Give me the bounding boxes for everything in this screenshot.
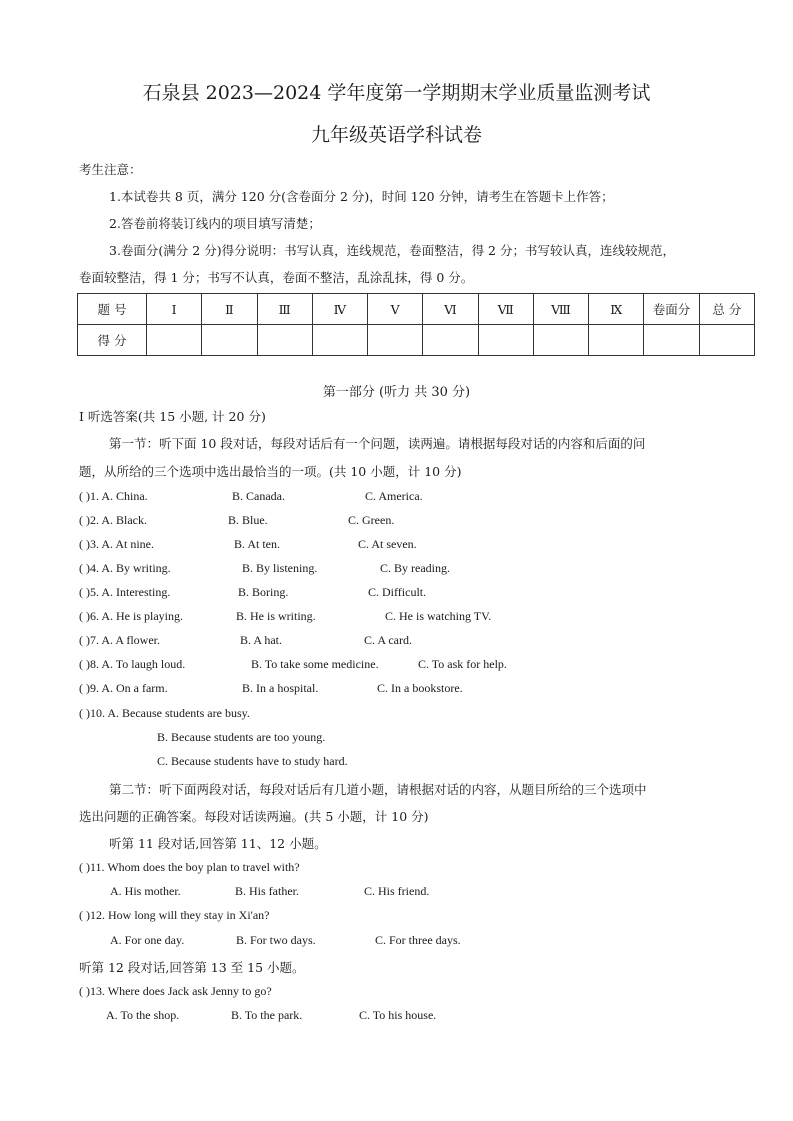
option-c: C. Difficult. bbox=[368, 585, 427, 599]
notice-item-1: 1.本试卷共 8 页，满分 120 分(含卷面分 2 分)，时间 120 分钟，请考生在答题卡上作答； bbox=[109, 189, 614, 204]
notice-item-2: 2.答卷前将装订线内的项目填写清楚； bbox=[109, 216, 321, 231]
section1-intro-a: 第一节：听下面 10 段对话，每段对话后有一个问题，读两遍。请根据每段对话的内容和后面的问 bbox=[109, 436, 646, 451]
table-cell: Ⅴ bbox=[368, 294, 423, 325]
option-b: B. Blue. bbox=[228, 513, 268, 527]
question-1: ( )1. A. China. bbox=[79, 489, 148, 503]
question-8: ( )8. A. To laugh loud. bbox=[79, 657, 186, 671]
notice-item-3a: 3.卷面分(满分 2 分)得分说明：书写认真，连线规范，卷面整洁，得 2 分；书写较认真，连线较规范， bbox=[109, 243, 675, 258]
table-cell: Ⅸ bbox=[589, 294, 644, 325]
option-c: C. In a bookstore. bbox=[377, 681, 463, 695]
option-a: A. To the shop. bbox=[106, 1008, 180, 1022]
option-b: B. In a hospital. bbox=[242, 681, 319, 695]
score-cell[interactable] bbox=[423, 325, 478, 356]
option-c: C. Green. bbox=[348, 513, 395, 527]
score-cell[interactable] bbox=[478, 325, 533, 356]
table-cell: 题 号 bbox=[78, 294, 147, 325]
table-cell: Ⅳ bbox=[312, 294, 367, 325]
option-b: B. He is writing. bbox=[236, 609, 316, 623]
section-title: Ⅰ 听选答案(共 15 小题, 计 20 分) bbox=[79, 409, 266, 424]
option-b: B. His father. bbox=[235, 884, 299, 898]
option-a: A. His mother. bbox=[110, 884, 181, 898]
option-c: C. To his house. bbox=[359, 1008, 437, 1022]
question-11: ( )11. Whom does the boy plan to travel with? bbox=[79, 860, 300, 874]
option-c: C. At seven. bbox=[358, 537, 417, 551]
table-cell: Ⅰ bbox=[147, 294, 202, 325]
score-cell[interactable] bbox=[202, 325, 257, 356]
score-table-header-row bbox=[78, 294, 755, 325]
score-cell[interactable] bbox=[699, 325, 754, 356]
question-9: ( )9. A. On a farm. bbox=[79, 681, 168, 695]
score-cell[interactable] bbox=[644, 325, 699, 356]
table-cell: Ⅶ bbox=[478, 294, 533, 325]
score-table-score-row bbox=[78, 325, 755, 356]
option-c: C. Because students have to study hard. bbox=[157, 754, 348, 768]
question-13: ( )13. Where does Jack ask Jenny to go? bbox=[79, 984, 272, 998]
option-b: B. Because students are too young. bbox=[157, 730, 326, 744]
option-b: B. To the park. bbox=[231, 1008, 303, 1022]
dialogue-12-intro: 听第 12 段对话,回答第 13 至 15 小题。 bbox=[79, 960, 305, 975]
score-table bbox=[77, 293, 755, 356]
part-title: 第一部分 (听力 共 30 分) bbox=[322, 385, 471, 400]
option-c: C. He is watching TV. bbox=[385, 609, 492, 623]
score-cell[interactable] bbox=[147, 325, 202, 356]
option-c: C. His friend. bbox=[364, 884, 430, 898]
option-b: B. To take some medicine. bbox=[251, 657, 379, 671]
option-c: C. To ask for help. bbox=[418, 657, 507, 671]
table-cell: 卷面分 bbox=[644, 294, 699, 325]
section1-intro-b: 题，从所给的三个选项中选出最恰当的一项。(共 10 小题，计 10 分) bbox=[79, 464, 462, 479]
option-a: A. For one day. bbox=[110, 933, 185, 947]
option-b: B. At ten. bbox=[234, 537, 281, 551]
score-cell[interactable] bbox=[533, 325, 588, 356]
table-cell: 得 分 bbox=[78, 325, 147, 356]
notice-heading: 考生注意： bbox=[79, 162, 142, 177]
table-cell: Ⅵ bbox=[423, 294, 478, 325]
section2-intro-a: 第二节：听下面两段对话，每段对话后有几道小题，请根据对话的内容，从题目所给的三个选项中 bbox=[109, 782, 647, 797]
question-5: ( )5. A. Interesting. bbox=[79, 585, 171, 599]
question-12: ( )12. How long will they stay in Xi'an? bbox=[79, 908, 270, 922]
notice-item-3b: 卷面较整洁，得 1 分；书写不认真，卷面不整洁，乱涂乱抹，得 0 分。 bbox=[79, 270, 474, 285]
question-3: ( )3. A. At nine. bbox=[79, 537, 154, 551]
option-c: C. A card. bbox=[364, 633, 412, 647]
score-cell[interactable] bbox=[312, 325, 367, 356]
exam-subtitle: 九年级英语学科试卷 bbox=[310, 124, 482, 146]
dialogue-11-intro: 听第 11 段对话,回答第 11、12 小题。 bbox=[109, 836, 327, 851]
option-b: B. Canada. bbox=[232, 489, 285, 503]
table-cell: Ⅷ bbox=[533, 294, 588, 325]
score-cell[interactable] bbox=[257, 325, 312, 356]
table-cell: Ⅲ bbox=[257, 294, 312, 325]
question-2: ( )2. A. Black. bbox=[79, 513, 147, 527]
option-b: B. For two days. bbox=[236, 933, 316, 947]
question-6: ( )6. A. He is playing. bbox=[79, 609, 183, 623]
option-b: B. Boring. bbox=[238, 585, 289, 599]
question-4: ( )4. A. By writing. bbox=[79, 561, 171, 575]
question-7: ( )7. A. A flower. bbox=[79, 633, 160, 647]
option-c: C. For three days. bbox=[375, 933, 461, 947]
table-cell: Ⅱ bbox=[202, 294, 257, 325]
section2-intro-b: 选出问题的正确答案。每段对话读两遍。(共 5 小题，计 10 分) bbox=[79, 809, 429, 824]
option-b: B. A hat. bbox=[240, 633, 283, 647]
score-cell[interactable] bbox=[589, 325, 644, 356]
exam-title: 石泉县 2023—2024 学年度第一学期期末学业质量监测考试 bbox=[142, 82, 651, 104]
score-cell[interactable] bbox=[368, 325, 423, 356]
table-cell: 总 分 bbox=[699, 294, 754, 325]
question-10: ( )10. A. Because students are busy. bbox=[79, 706, 250, 720]
option-b: B. By listening. bbox=[242, 561, 318, 575]
option-c: C. America. bbox=[365, 489, 423, 503]
option-c: C. By reading. bbox=[380, 561, 450, 575]
